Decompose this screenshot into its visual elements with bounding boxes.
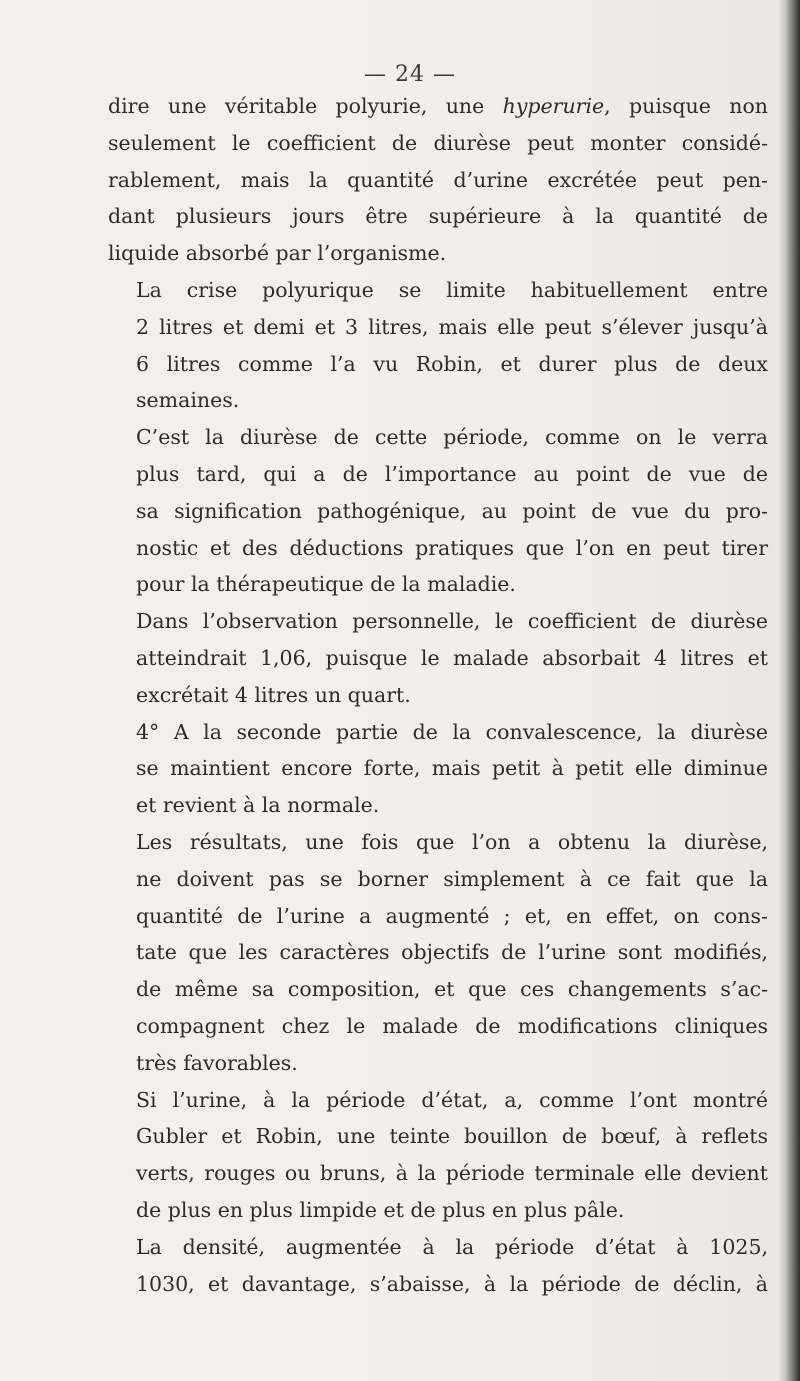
text-line: liquide absorbé par l’organisme. — [108, 241, 447, 266]
paragraph — [108, 419, 768, 603]
text-line: dant plusieurs jours être supérieure à la quantité de — [108, 204, 768, 229]
text-line: nostic et des déductions pratiques que l’on en peut tirer — [136, 535, 768, 560]
page-number: — 24 — — [364, 62, 456, 87]
text-line: compagnent chez le malade de modifications cliniques — [136, 1013, 768, 1038]
text-line: 2 litres et demi et 3 litres, mais elle peut s’élever jusqu’à — [136, 314, 768, 339]
text-line: seulement le coefficient de diurèse peut monter considé- — [108, 130, 768, 155]
binding-edge — [778, 0, 800, 1381]
text-line: pour la thérapeutique de la maladie. — [136, 572, 516, 597]
text-line: tate que les caractères objectifs de l’urine sont modifiés, — [136, 940, 768, 965]
text-line: 6 litres comme l’a vu Robin, et durer plus de deux — [136, 351, 768, 376]
text-line: très favorables. — [136, 1050, 298, 1075]
paragraph — [108, 824, 768, 1082]
text-line: ne doivent pas se borner simplement à ce fait que la — [136, 866, 768, 891]
text-line: verts, rouges ou bruns, à la période terminale elle devient — [136, 1161, 768, 1186]
text-line: La densité, augmentée à la période d’état à 1025, — [136, 1234, 768, 1259]
paragraph — [108, 1229, 768, 1303]
text-line: de plus en plus limpide et de plus en plus pâle. — [136, 1197, 625, 1222]
text-line: atteindrait 1,06, puisque le malade absorbait 4 litres et — [136, 645, 768, 670]
text-line: C’est la diurèse de cette période, comme on le verra — [136, 425, 768, 450]
text-line: se maintient encore forte, mais petit à petit elle diminue — [136, 756, 768, 781]
paragraph — [108, 88, 768, 272]
text-line: Dans l’observation personnelle, le coefficient de diurèse — [136, 609, 768, 634]
text-line: 1030, et davantage, s’abaisse, à la période de déclin, à — [136, 1271, 768, 1296]
text-line: quantité de l’urine a augmenté ; et, en effet, on cons- — [136, 903, 768, 928]
text-line: Si l’urine, à la période d’état, a, comme l’ont montré — [136, 1087, 768, 1112]
body-text — [108, 88, 768, 1302]
text-line: dire une véritable polyurie, une hyperurie, puisque non — [108, 94, 768, 118]
paragraph — [108, 272, 768, 419]
text-line: de même sa composition, et que ces changements s’ac- — [136, 977, 768, 1002]
text-line: La crise polyurique se limite habituellement entre — [136, 277, 768, 302]
text-line: et revient à la normale. — [136, 793, 380, 818]
text-line: excrétait 4 litres un quart. — [136, 682, 411, 707]
text-line: rablement, mais la quantité d’urine excrétée peut pen- — [108, 167, 768, 192]
paragraph — [108, 603, 768, 713]
text-line: plus tard, qui a de l’importance au point de vue de — [136, 461, 768, 486]
text-line: Gubler et Robin, une teinte bouillon de bœuf, à reflets — [136, 1124, 768, 1149]
text-line: sa signification pathogénique, au point de vue du pro- — [136, 498, 768, 523]
paragraph — [108, 714, 768, 824]
paragraph — [108, 1082, 768, 1229]
text-line: Les résultats, une fois que l’on a obtenu la diurèse, — [136, 829, 768, 854]
text-line: 4° A la seconde partie de la convalescence, la diurèse — [136, 719, 768, 744]
text-line: semaines. — [136, 388, 240, 413]
